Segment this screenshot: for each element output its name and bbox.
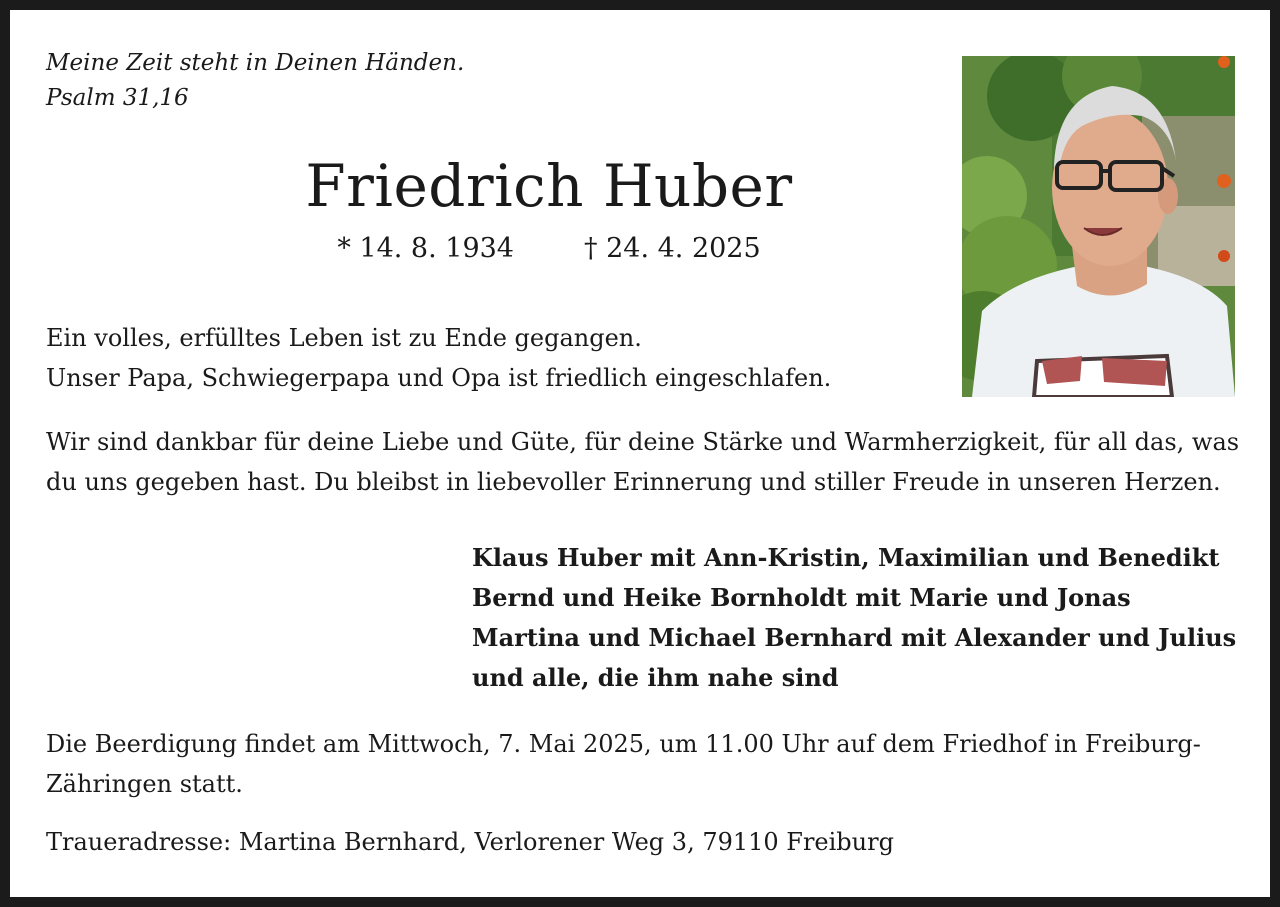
gratitude-text — [46, 422, 1239, 502]
intro-line: Ein volles, erfülltes Leben ist zu Ende gegangen. — [46, 324, 642, 352]
mourner-line: Martina und Michael Bernhard mit Alexander und Julius — [472, 623, 1237, 652]
intro-line: Unser Papa, Schwiegerpapa und Opa ist friedlich eingeschlafen. — [46, 364, 832, 392]
mourners-list — [472, 538, 1236, 698]
mourner-line: Bernd und Heike Bornholdt mit Marie und Jonas — [472, 583, 1131, 612]
mourner-line: Klaus Huber mit Ann-Kristin, Maximilian und Benedikt — [472, 543, 1220, 572]
verse-text: Meine Zeit steht in Deinen Händen. — [46, 50, 465, 76]
bible-verse — [46, 46, 464, 116]
gratitude-line: du uns gegeben hast. Du bleibst in liebevoller Erinnerung und stiller Freude in unseren Herzen. — [46, 468, 1221, 496]
deceased-name: Friedrich Huber — [305, 152, 793, 220]
life-dates — [10, 232, 1088, 266]
death-date: † 24. 4. 2025 — [584, 233, 761, 264]
intro-text — [46, 318, 831, 398]
birth-date: * 14. 8. 1934 — [337, 233, 514, 264]
gratitude-line: Wir sind dankbar für deine Liebe und Güte, für deine Stärke und Warmherzigkeit, für all das, was — [46, 428, 1240, 456]
funeral-line: Zähringen statt. — [46, 770, 243, 798]
funeral-line: Die Beerdigung findet am Mittwoch, 7. Mai 2025, um 11.00 Uhr auf dem Friedhof in Freiburg- — [46, 730, 1201, 758]
funeral-info — [46, 724, 1201, 804]
mourning-address: Traueradresse: Martina Bernhard, Verlorener Weg 3, 79110 Freiburg — [46, 828, 894, 856]
verse-reference: Psalm 31,16 — [46, 85, 189, 111]
mourner-line: und alle, die ihm nahe sind — [472, 663, 839, 692]
portrait-photo — [962, 56, 1235, 397]
obituary-notice — [10, 10, 1270, 897]
